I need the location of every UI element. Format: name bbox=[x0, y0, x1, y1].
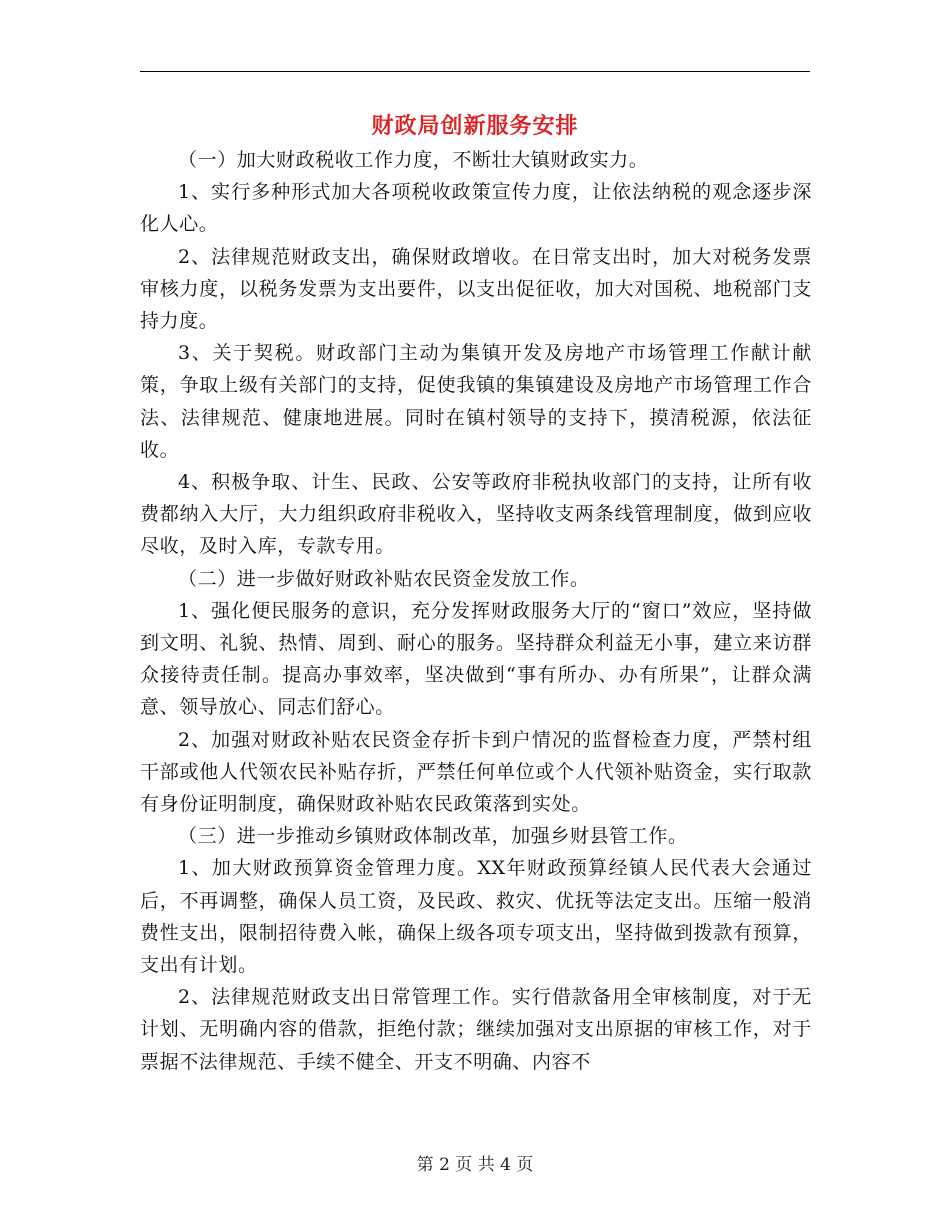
paragraph: 2、法律规范财政支出，确保财政增收。在日常支出时，加大对税务发票审核力度，以税务发票为支出要件，以支出促征收，加大对国税、地税部门支持力度。 bbox=[140, 245, 812, 333]
paragraph: 1、强化便民服务的意识，充分发挥财政服务大厅的“窗口”效应，坚持做到文明、礼貌、热情、周到、耐心的服务。坚持群众利益无小事，建立来访群众接待责任制。提高办事效率，坚决做到“事有所办、办有所果”，让群众满意、领导放心、同志们舒心。 bbox=[140, 599, 812, 719]
paragraph: 3、关于契税。财政部门主动为集镇开发及房地产市场管理工作献计献策，争取上级有关部门的支持，促使我镇的集镇建设及房地产市场管理工作合法、法律规范、健康地进展。同时在镇村领导的支持下，摸清税源，依法征收。 bbox=[140, 342, 812, 461]
paragraph: 1、实行多种形式加大各项税收政策宣传力度，让依法纳税的观念逐步深化人心。 bbox=[140, 181, 812, 236]
document-title: 财政局创新服务安排 bbox=[371, 113, 579, 139]
paragraph: 2、法律规范财政支出日常管理工作。实行借款备用全审核制度，对于无计划、无明确内容的借款，拒绝付款；继续加强对支出原据的审核工作，对于票据不法律规范、手续不健全、开支不明确、内容不 bbox=[140, 986, 812, 1073]
section-heading-1: （一）加大财政税收工作力度，不断壮大镇财政实力。 bbox=[178, 149, 649, 171]
document-body bbox=[140, 144, 812, 1078]
section-heading-3: （三）进一步推动乡镇财政体制改革，加强乡财县管工作。 bbox=[178, 825, 688, 848]
page-number-footer: 第 2 页 共 4 页 bbox=[416, 1155, 534, 1175]
section-heading-2: （二）进一步做好财政补贴农民资金发放工作。 bbox=[178, 567, 590, 590]
paragraph: 1、加大财政预算资金管理力度。XX年财政预算经镇人民代表大会通过后，不再调整，确保人员工资，及民政、救灾、优抚等法定支出。压缩一般消费性支出，限制招待费入帐，确保上级各项专项支出，坚持做到拨款有预算，支出有计划。 bbox=[140, 857, 812, 977]
paragraph: 2、加强对财政补贴农民资金存折卡到户情况的监督检查力度，严禁村组干部或他人代领农民补贴存折，严禁任何单位或个人代领补贴资金，实行取款有身份证明制度，确保财政补贴农民政策落到实处。 bbox=[140, 728, 812, 816]
header-rule bbox=[140, 71, 810, 72]
paragraph: 4、积极争取、计生、民政、公安等政府非税执收部门的支持，让所有收费都纳入大厅，大力组织政府非税收入，坚持收支两条线管理制度，做到应收尽收，及时入库，专款专用。 bbox=[140, 471, 812, 558]
